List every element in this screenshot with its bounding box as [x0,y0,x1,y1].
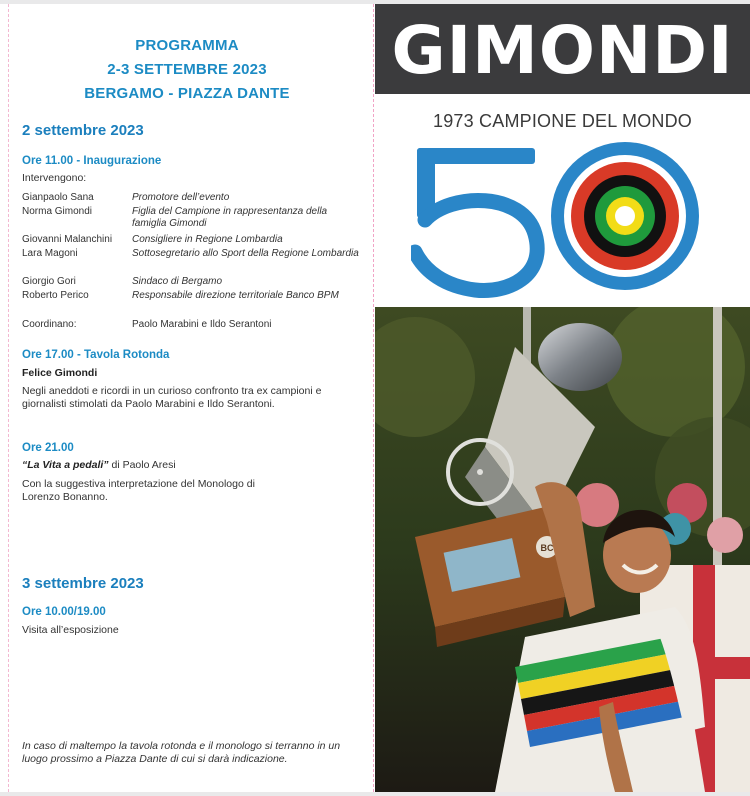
day2-slot1-time: Ore 10.00/19.00 [22,606,106,618]
speaker-role: Promotore dell’evento [132,192,230,203]
speaker-name: Gianpaolo Sana [22,192,94,203]
speaker-role: Sottosegretario allo Sport della Regione Lombardia [132,248,359,259]
trophy-plate-label: BC [540,543,554,553]
fold-line [8,4,9,792]
day2-slot1-description: Visita all’esposizione [22,624,119,636]
program-title: PROGRAMMA [135,37,239,54]
day1-title: 2 settembre 2023 [22,122,144,139]
roundtable-description: Negli aneddoti e ricordi in un curioso confronto tra ex campioni e giornalisti stimolati da Paolo Marabini e Ildo Serantoni. [22,385,322,410]
show-description: Con la suggestiva interpretazione del Monologo di Lorenzo Bonanno. [22,478,255,503]
show-line [22,459,176,472]
coordinators-label: Coordinano: [22,319,77,330]
zero-rings [551,142,699,290]
day2-title: 3 settembre 2023 [22,575,144,592]
weather-footnote: In caso di maltempo la tavola rotonda e il monologo si terranno in un luogo prossimo a Piazza Dante di cui si darà indicazione. [22,740,341,765]
cover-page [375,4,750,792]
day1-slot2-time: Ore 17.00 - Tavola Rotonda [22,349,170,361]
speakers-intro: Intervengono: [22,172,87,184]
fifty-logo [411,134,721,299]
champion-photo [375,307,750,792]
day1-slot1-time: Ore 11.00 - Inaugurazione [22,155,162,167]
speaker-name: Giovanni Malanchini [22,234,113,245]
brand-name: GIMONDI [391,12,734,89]
speaker-name: Giorgio Gori [22,276,76,287]
brand-bar [375,4,750,94]
cover-subtitle: 1973 CAMPIONE DEL MONDO [433,111,692,131]
speaker-role: Figlia del Campione in rappresentanza della famiglia Gimondi [132,206,328,229]
speaker-role: Responsabile direzione territoriale Banco BPM [132,290,339,301]
speaker-name: Roberto Perico [22,290,89,301]
program-page [0,4,374,792]
speaker-name: Norma Gimondi [22,206,93,217]
five-glyph [415,148,537,291]
show-author: di Paolo Aresi [108,459,176,471]
day1-slot3-time: Ore 21.00 [22,442,74,454]
speaker-name: Lara Magoni [22,248,78,259]
roundtable-subject: Felice Gimondi [22,367,98,379]
speaker-role: Sindaco di Bergamo [132,276,223,287]
program-venue: BERGAMO - PIAZZA DANTE [84,85,290,102]
speaker-role: Consigliere in Regione Lombardia [132,234,283,245]
coordinators-names: Paolo Marabini e Ildo Serantoni [132,319,272,330]
program-dates: 2-3 SETTEMBRE 2023 [107,61,267,78]
brochure-sheet [0,4,750,792]
show-title: “La Vita a pedali” [22,459,109,471]
